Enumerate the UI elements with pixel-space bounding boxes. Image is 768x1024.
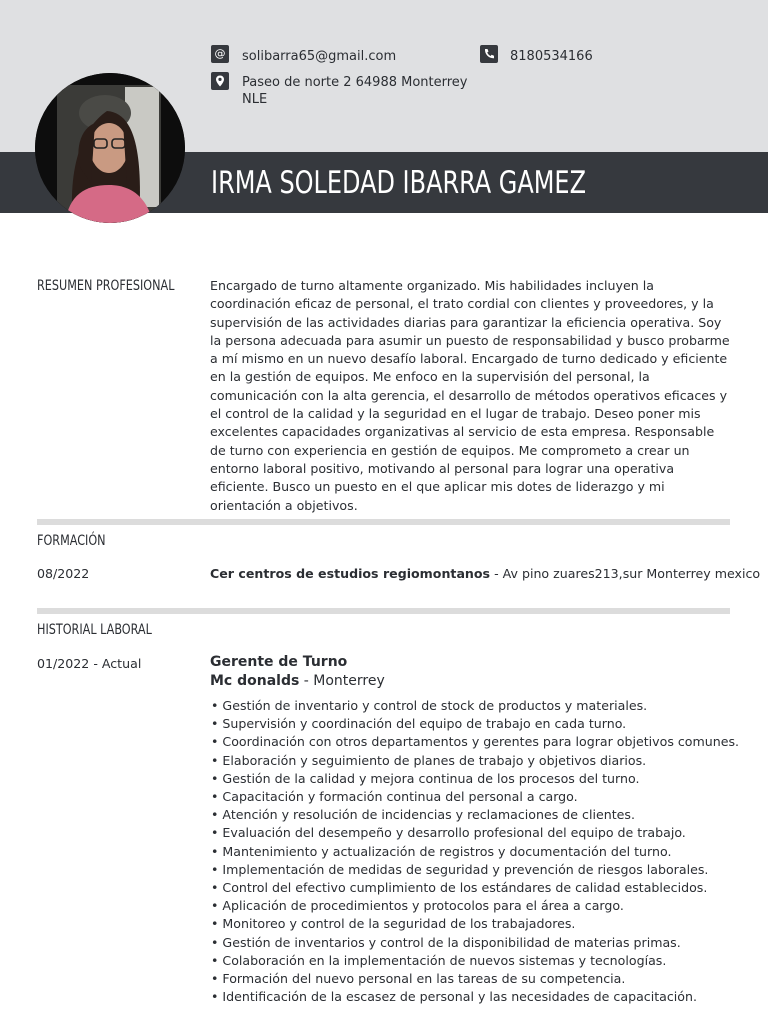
list-item: • Identificación de la escasez de personal y las necesidades de capacitación.: [211, 989, 697, 1005]
list-item: • Gestión de inventarios y control de la disponibilidad de materias primas.: [211, 934, 681, 950]
list-item: • Supervisión y coordinación del equipo de trabajo en cada turno.: [211, 716, 627, 732]
address-text: Paseo de norte 2 64988 Monterrey NLE: [242, 75, 468, 107]
list-item: • Implementación de medidas de seguridad y prevención de riesgos laborales.: [211, 861, 709, 877]
summary-section-title: RESUMEN PROFESIONAL: [37, 278, 175, 294]
list-item: • Capacitación y formación continua del personal a cargo.: [211, 789, 578, 805]
company-city: - Monterrey: [299, 673, 385, 689]
list-item: • Colaboración en la implementación de nuevos sistemas y tecnologías.: [211, 952, 667, 968]
list-item: • Control del efectivo cumplimiento de los estándares de calidad establecidos.: [211, 880, 708, 896]
responsibilities-list: [211, 697, 739, 1006]
list-item: • Mantenimiento y actualización de registros y documentación del turno.: [211, 843, 672, 859]
work-date: 01/2022 - Actual: [37, 656, 142, 671]
list-item: • Formación del nuevo personal en las tareas de su competencia.: [211, 971, 626, 987]
job-position: Gerente de Turno: [210, 654, 348, 670]
education-date: 08/2022: [37, 566, 90, 581]
section-divider: [37, 519, 730, 525]
company-name: Mc donalds: [210, 673, 300, 689]
list-item: • Gestión de inventario y control de stock de productos y materiales.: [211, 698, 648, 713]
profile-photo: [35, 73, 185, 223]
summary-text: Encargado de turno altamente organizado. Mis habilidades incluyen la coordinación eficaz de personal, el trato cordial con clientes y proveedores, y la supervisión de las actividades diarias para garantizar la eficiencia operativa. Soy la persona adecuada para asumir un puesto de responsabilidad y busco probarme a mí mismo en un nuevo desafío laboral. Encargado de turno dedicado y eficiente en la gestión de equipos. Me enfoco en la supervisión del personal, la comunicación con la alta gerencia, el desarrollo de métodos operativos eficaces y el control de la calidad y la seguridad en el lugar de trabajo. Deseo poner mis excelentes capacidades organizativas al servicio de esta empresa. Responsable de turno con experiencia en gestión de equipos. Me comprometo a crear un entorno laboral positivo, motivando al personal para lograr una operativa eficiente. Busco un puesto en el que aplicar mis dotes de liderazgo y mi orientación a objetivos.: [210, 278, 730, 513]
at-sign-icon: @: [211, 45, 229, 63]
job-company-line: [210, 673, 385, 689]
list-item: • Aplicación de procedimientos y protocolos para el área a cargo.: [211, 898, 624, 914]
phone-icon: [480, 45, 498, 63]
list-item: • Atención y resolución de incidencias y reclamaciones de clientes.: [211, 807, 635, 823]
section-divider: [37, 608, 730, 614]
education-section-title: FORMACIÓN: [37, 533, 106, 549]
location-pin-icon: [211, 72, 229, 90]
candidate-name: IRMA SOLEDAD IBARRA GAMEZ: [211, 165, 587, 201]
phone-text[interactable]: 8180534166: [510, 49, 593, 64]
list-item: • Coordinación con otros departamentos y gerentes para lograr objetivos comunes.: [211, 734, 740, 750]
list-item: • Evaluación del desempeño y desarrollo profesional del equipo de trabajo.: [211, 825, 686, 841]
school-name: Cer centros de estudios regiomontanos: [210, 566, 491, 581]
education-entry: [210, 566, 760, 581]
list-item: • Gestión de la calidad y mejora continua de los procesos del turno.: [211, 770, 640, 786]
school-location: - Av pino zuares213,sur Monterrey mexico: [490, 566, 761, 581]
work-section-title: HISTORIAL LABORAL: [37, 622, 152, 638]
list-item: • Monitoreo y control de la seguridad de los trabajadores.: [211, 916, 576, 932]
list-item: • Elaboración y seguimiento de planes de trabajo y objetivos diarios.: [211, 752, 647, 768]
email-text[interactable]: solibarra65@gmail.com: [242, 49, 397, 64]
